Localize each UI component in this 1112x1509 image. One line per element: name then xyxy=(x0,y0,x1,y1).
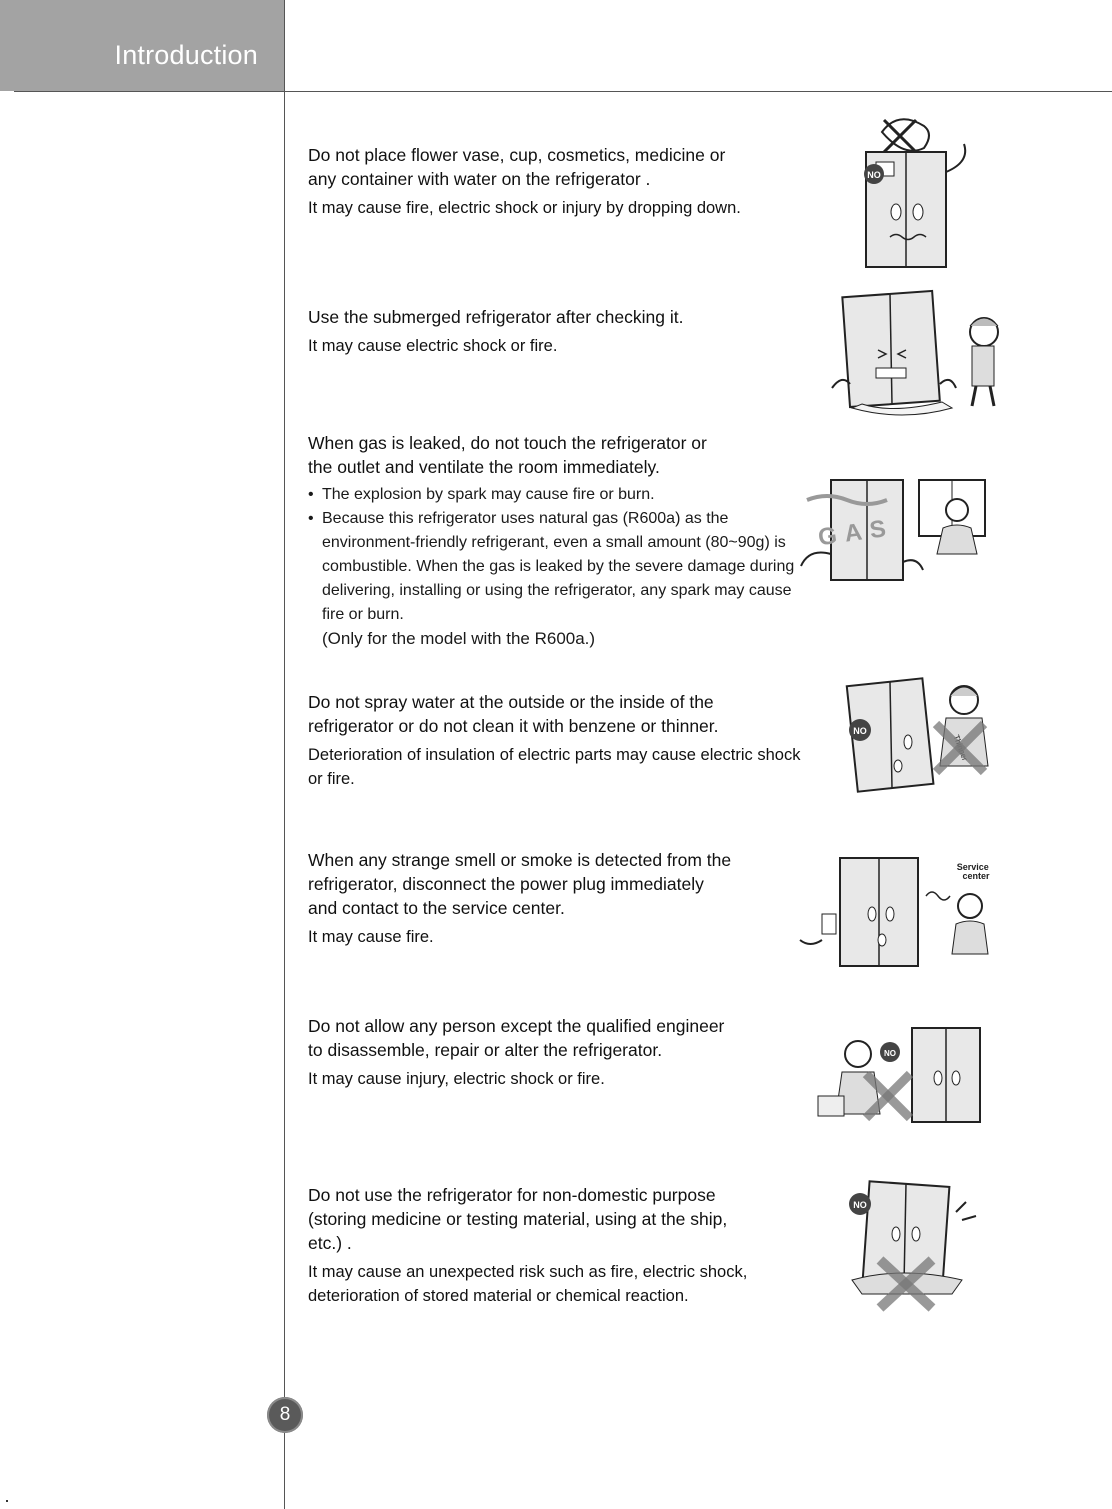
bullet-item: • Because this refrigerator uses natural gas (R600a) as the environment-friendly refrigerant, even a small amount (80~90g) is combustible. When the gas is leaked by the severe damage during delivering, installing or using the refrigerator, any spark may cause fire or burn. xyxy=(308,507,803,627)
illustration-no-spraying-thinner xyxy=(838,664,996,804)
bullet-item: • The explosion by spark may cause fire or burn. xyxy=(308,483,803,507)
page-number: 8 xyxy=(267,1397,303,1433)
illustration-no-disassembly xyxy=(810,1022,1000,1132)
no-badge: NO xyxy=(853,1200,867,1210)
warning-bullets xyxy=(308,483,803,627)
illustration-strange-smell xyxy=(792,850,1002,972)
warning-7 xyxy=(308,1183,803,1308)
warning-note: (Only for the model with the R600a.) xyxy=(322,629,596,648)
no-badge: NO xyxy=(853,726,867,736)
warning-heading: Do not spray water at the outside or the inside of the refrigerator or do not clean it with benzene or thinner. xyxy=(308,692,719,736)
warning-detail: It may cause fire. xyxy=(308,928,434,946)
illustration-gas-leak xyxy=(797,466,1002,591)
warning-heading: When any strange smell or smoke is detected from the refrigerator, disconnect the power plug immediately and contact to the service center. xyxy=(308,850,732,918)
warning-1 xyxy=(308,143,803,220)
no-badge: NO xyxy=(867,170,881,180)
warning-heading: Do not use the refrigerator for non-domestic purpose (storing medicine or testing material, using at the ship, etc.) . xyxy=(308,1185,728,1253)
warning-3 xyxy=(308,431,803,651)
warning-detail: It may cause electric shock or fire. xyxy=(308,337,558,355)
header-rule xyxy=(14,91,1112,92)
warning-6 xyxy=(308,1014,803,1091)
warning-heading: Do not place flower vase, cup, cosmetics, medicine or any container with water on the refrigerator . xyxy=(308,145,726,189)
illustration-non-domestic-use xyxy=(838,1176,986,1316)
warning-heading: Do not allow any person except the qualified engineer to disassemble, repair or alter the refrigerator. xyxy=(308,1016,725,1060)
warning-detail: Deterioration of insulation of electric parts may cause electric shock or fire. xyxy=(308,746,801,788)
warning-detail: It may cause injury, electric shock or fire. xyxy=(308,1070,605,1088)
warning-heading: When gas is leaked, do not touch the refrigerator or the outlet and ventilate the room immediately. xyxy=(308,433,707,477)
no-badge: NO xyxy=(884,1049,896,1058)
warning-2 xyxy=(308,305,803,358)
illustration-no-container-on-fridge xyxy=(852,112,982,272)
warning-4 xyxy=(308,690,803,791)
margin-rule xyxy=(284,0,285,1509)
illustration-submerged-fridge xyxy=(822,288,1007,418)
warning-heading: Use the submerged refrigerator after checking it. xyxy=(308,307,684,327)
warning-5 xyxy=(308,848,803,949)
warning-detail: It may cause fire, electric shock or injury by dropping down. xyxy=(308,199,741,217)
section-title: Introduction xyxy=(114,40,258,70)
section-tab xyxy=(0,0,284,91)
service-center-sign: Service center xyxy=(956,862,990,881)
gas-text: GAS xyxy=(816,514,896,552)
corner-mark xyxy=(6,1500,8,1502)
warning-detail: It may cause an unexpected risk such as fire, electric shock, deterioration of stored material or chemical reaction. xyxy=(308,1263,748,1305)
